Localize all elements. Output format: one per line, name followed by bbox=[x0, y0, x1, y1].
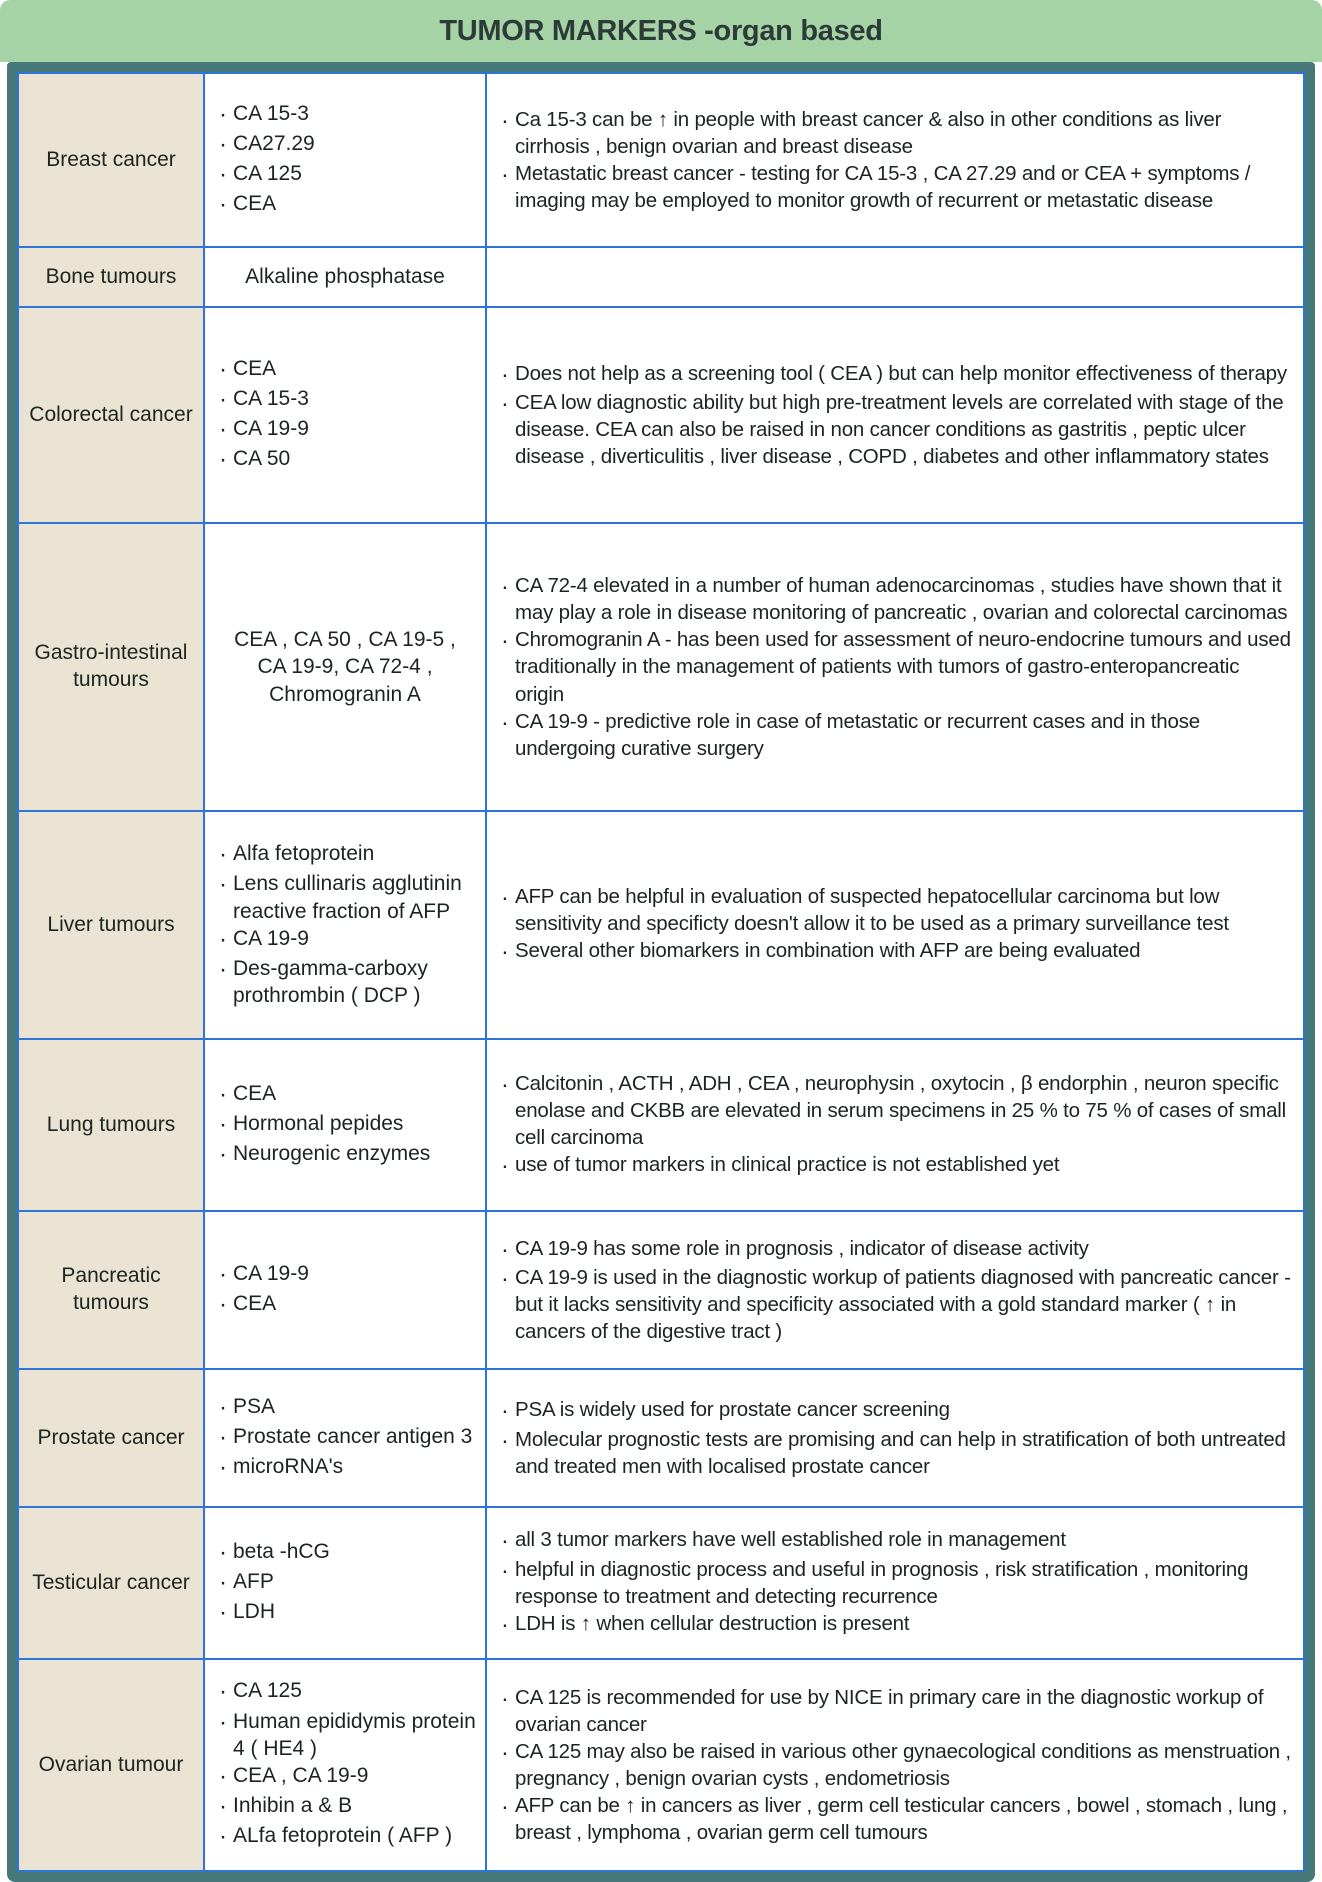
marker-item bbox=[219, 1677, 477, 1707]
note-item-text: helpful in diagnostic process and useful in prognosis , risk stratification , monitoring response to treatment and detecting recurrence bbox=[515, 1557, 1249, 1608]
bullet-dot-icon: · bbox=[219, 956, 228, 984]
markers-cell bbox=[205, 1040, 487, 1210]
note-item bbox=[501, 1235, 1291, 1264]
marker-item-text: microRNA's bbox=[233, 1455, 344, 1479]
marker-item-text: Des-gamma-carboxy prothrombin ( DCP ) bbox=[233, 957, 428, 1008]
organ-label: Gastro-intestinal tumours bbox=[34, 641, 188, 691]
note-item bbox=[501, 1556, 1291, 1610]
bullet-dot-icon: · bbox=[501, 884, 509, 911]
note-item bbox=[501, 1684, 1291, 1738]
marker-item bbox=[219, 840, 477, 870]
bullet-dot-icon: · bbox=[501, 1426, 509, 1453]
note-item-text: Molecular prognostic tests are promising and can help in stratification of both untreated and treated men with localised prostate cancer bbox=[515, 1427, 1286, 1478]
bullet-dot-icon: · bbox=[219, 130, 228, 158]
bullet-dot-icon: · bbox=[501, 161, 509, 187]
bullet-dot-icon: · bbox=[219, 1599, 228, 1627]
note-item-text: AFP can be ↑ in cancers as liver , germ cell testicular cancers , bowel , stomach , lung , breast , lymphoma , ovarian germ cell tumours bbox=[515, 1794, 1288, 1845]
marker-item bbox=[219, 1822, 477, 1852]
bullet-dot-icon: · bbox=[219, 1393, 228, 1421]
marker-item bbox=[219, 445, 477, 475]
bullet-dot-icon: · bbox=[219, 1678, 228, 1706]
bullet-dot-icon: · bbox=[501, 1611, 509, 1638]
bullet-dot-icon: · bbox=[219, 1423, 228, 1451]
markers-cell bbox=[205, 308, 487, 522]
bullet-dot-icon: · bbox=[501, 1793, 509, 1820]
marker-item bbox=[219, 1393, 477, 1423]
organ-cell bbox=[19, 524, 205, 810]
bullet-dot-icon: · bbox=[219, 1080, 228, 1108]
bullet-dot-icon: · bbox=[501, 627, 509, 654]
notes-cell bbox=[487, 248, 1303, 306]
notes-cell bbox=[487, 1370, 1303, 1506]
marker-item bbox=[219, 1290, 477, 1320]
note-item bbox=[501, 1526, 1291, 1555]
bullet-dot-icon: · bbox=[219, 926, 228, 953]
table-row bbox=[19, 1508, 1303, 1660]
note-item bbox=[501, 937, 1291, 966]
bullet-dot-icon: · bbox=[501, 360, 509, 387]
organ-cell bbox=[19, 1370, 205, 1506]
note-item bbox=[501, 1264, 1291, 1345]
marker-item-text: CA 19-9 bbox=[233, 417, 309, 440]
organ-cell bbox=[19, 1508, 205, 1658]
bullet-dot-icon: · bbox=[501, 106, 509, 133]
note-item-text: Chromogranin A - has been used for assessment of neuro-endocrine tumours and used traditionally in the management of patients with tumors of gastro-enteropancreatic origin bbox=[515, 628, 1291, 706]
markers-cell bbox=[205, 248, 487, 306]
table-row bbox=[19, 812, 1303, 1040]
bullet-dot-icon: · bbox=[219, 355, 228, 383]
table-row bbox=[19, 1212, 1303, 1370]
marker-item-text: Neurogenic enzymes bbox=[233, 1142, 431, 1166]
organ-label: Ovarian tumour bbox=[38, 1752, 184, 1776]
marker-item bbox=[219, 100, 477, 130]
marker-item bbox=[219, 130, 477, 160]
marker-item-text: AFP bbox=[233, 1569, 274, 1593]
marker-item-text: PSA bbox=[233, 1394, 276, 1418]
note-item-text: PSA is widely used for prostate cancer screening bbox=[515, 1398, 950, 1422]
bullet-dot-icon: · bbox=[501, 708, 509, 735]
notes-cell bbox=[487, 812, 1303, 1038]
organ-label: Pancreatic tumours bbox=[61, 1264, 161, 1314]
tumor-markers-table bbox=[17, 72, 1305, 1872]
marker-item bbox=[219, 1453, 477, 1483]
marker-item bbox=[219, 1792, 477, 1822]
note-item-text: CEA low diagnostic ability but high pre-treatment levels are correlated with stage of the disease. CEA can also be raised in non cancer conditions as gastritis , peptic ulcer disease , diverticulitis , liver disease , COPD , diabetes and other inflammatory states bbox=[515, 391, 1284, 469]
note-item bbox=[501, 1426, 1291, 1480]
markers-cell bbox=[205, 1370, 487, 1506]
bullet-dot-icon: · bbox=[501, 1151, 509, 1178]
marker-text: CEA , CA 50 , CA 19-5 , CA 19-9, CA 72-4 , Chromogranin A bbox=[234, 628, 456, 706]
note-item-text: CA 125 may also be raised in various other gynaecological conditions as menstruation , pregnancy , benign ovarian cysts , endometriosis bbox=[515, 1739, 1291, 1790]
markers-cell bbox=[205, 1508, 487, 1658]
marker-item bbox=[219, 160, 477, 190]
marker-item-text: CA 15-3 bbox=[233, 101, 309, 125]
marker-item bbox=[219, 190, 477, 220]
notes-cell bbox=[487, 74, 1303, 246]
notes-cell bbox=[487, 1040, 1303, 1210]
note-item bbox=[501, 1792, 1291, 1846]
markers-cell bbox=[205, 1212, 487, 1368]
marker-item bbox=[219, 955, 477, 1010]
marker-item bbox=[219, 415, 477, 445]
bullet-dot-icon: · bbox=[219, 1260, 228, 1288]
notes-cell bbox=[487, 1660, 1303, 1870]
table-row bbox=[19, 248, 1303, 308]
table-frame bbox=[7, 62, 1315, 1882]
note-item-text: CA 19-9 - predictive role in case of metastatic or recurrent cases and in those undergoing curative surgery bbox=[515, 709, 1200, 760]
table-row bbox=[19, 1040, 1303, 1212]
bullet-dot-icon: · bbox=[219, 1708, 228, 1736]
note-item bbox=[501, 389, 1291, 470]
marker-item-text: CEA bbox=[233, 1081, 277, 1105]
bullet-dot-icon: · bbox=[219, 161, 228, 188]
bullet-dot-icon: · bbox=[219, 446, 228, 474]
table-row bbox=[19, 308, 1303, 524]
note-item-text: LDH is ↑ when cellular destruction is present bbox=[515, 1612, 910, 1636]
marker-item-text: CEA bbox=[233, 192, 277, 216]
notes-cell bbox=[487, 1212, 1303, 1368]
note-item-text: CA 72-4 elevated in a number of human adenocarcinomas , studies have shown that it may play a role in disease monitoring of pancreatic , ovarian and colorectal carcinomas bbox=[515, 574, 1288, 625]
bullet-dot-icon: · bbox=[219, 385, 228, 413]
note-item bbox=[501, 1396, 1291, 1425]
note-item bbox=[501, 883, 1291, 937]
note-item-text: Does not help as a screening tool ( CEA ) but can help monitor effectiveness of therapy bbox=[515, 361, 1287, 385]
notes-cell bbox=[487, 1508, 1303, 1658]
marker-item bbox=[219, 1762, 477, 1792]
organ-cell bbox=[19, 812, 205, 1038]
bullet-dot-icon: · bbox=[219, 1454, 228, 1482]
bullet-dot-icon: · bbox=[501, 390, 509, 417]
note-item bbox=[501, 708, 1291, 762]
note-item bbox=[501, 360, 1291, 389]
bullet-dot-icon: · bbox=[501, 1265, 509, 1292]
note-item-text: CA 19-9 is used in the diagnostic workup of patients diagnosed with pancreatic cancer -but it lacks sensitivity and specificity associated with a gold standard marker ( ↑ in cancers of the digestive tract ) bbox=[515, 1266, 1291, 1344]
marker-item-text: CA27.29 bbox=[233, 131, 315, 155]
marker-item bbox=[219, 870, 477, 925]
bullet-dot-icon: · bbox=[501, 1684, 509, 1711]
marker-item bbox=[219, 1538, 477, 1568]
bullet-dot-icon: · bbox=[219, 1793, 228, 1821]
marker-item-text: CEA bbox=[233, 1292, 277, 1315]
marker-item-text: CA 15-3 bbox=[233, 386, 309, 410]
note-item-text: use of tumor markers in clinical practice is not established yet bbox=[515, 1152, 1060, 1176]
bullet-dot-icon: · bbox=[219, 1763, 228, 1791]
organ-cell bbox=[19, 1660, 205, 1870]
marker-item-text: CA 125 bbox=[233, 162, 302, 185]
table-row bbox=[19, 74, 1303, 248]
marker-item-text: beta -hCG bbox=[233, 1539, 330, 1563]
marker-item bbox=[219, 1423, 477, 1453]
bullet-dot-icon: · bbox=[501, 1738, 509, 1765]
table-row bbox=[19, 1660, 1303, 1870]
organ-cell bbox=[19, 1212, 205, 1368]
bullet-dot-icon: · bbox=[219, 1538, 228, 1566]
note-item bbox=[501, 160, 1291, 214]
bullet-dot-icon: · bbox=[219, 841, 228, 869]
note-item bbox=[501, 626, 1291, 707]
notes-cell bbox=[487, 308, 1303, 522]
bullet-dot-icon: · bbox=[219, 1141, 228, 1169]
organ-label: Prostate cancer bbox=[37, 1425, 185, 1449]
organ-cell bbox=[19, 74, 205, 246]
marker-item-text: ALfa fetoprotein ( AFP ) bbox=[233, 1824, 453, 1848]
markers-cell bbox=[205, 1660, 487, 1870]
marker-item-text: CEA bbox=[233, 356, 277, 380]
note-item bbox=[501, 1610, 1291, 1639]
organ-cell bbox=[19, 308, 205, 522]
note-item-text: all 3 tumor markers have well established role in management bbox=[515, 1528, 1066, 1552]
note-item-text: CA 125 is recommended for use by NICE in primary care in the diagnostic workup of ovarian cancer bbox=[515, 1685, 1264, 1736]
note-item bbox=[501, 1070, 1291, 1151]
note-item-text: Several other biomarkers in combination with AFP are being evaluated bbox=[515, 939, 1141, 963]
note-item-text: CA 19-9 has some role in prognosis , indicator of disease activity bbox=[515, 1236, 1089, 1260]
marker-item bbox=[219, 355, 477, 385]
marker-item-text: CA 50 bbox=[233, 447, 291, 471]
bullet-dot-icon: · bbox=[219, 100, 228, 128]
organ-cell bbox=[19, 1040, 205, 1210]
marker-item bbox=[219, 1598, 477, 1628]
note-item bbox=[501, 1151, 1291, 1180]
bullet-dot-icon: · bbox=[219, 1110, 228, 1138]
marker-item bbox=[219, 385, 477, 415]
organ-cell bbox=[19, 248, 205, 306]
note-item-text: AFP can be helpful in evaluation of suspected hepatocellular carcinoma but low sensitivity and specificty doesn't allow it to be used as a primary surveillance test bbox=[515, 885, 1229, 936]
note-item-text: Calcitonin , ACTH , ADH , CEA , neurophysin , oxytocin , β endorphin , neuron specific enolase and CKBB are elevated in serum specimens in 25 % to 75 % of cases of small cell carcinoma bbox=[515, 1071, 1286, 1149]
marker-item bbox=[219, 925, 477, 955]
bullet-dot-icon: · bbox=[219, 871, 228, 899]
marker-item-text: Prostate cancer antigen 3 bbox=[233, 1424, 473, 1448]
marker-item bbox=[219, 1080, 477, 1110]
table-row bbox=[19, 524, 1303, 812]
marker-item-text: LDH bbox=[233, 1600, 276, 1624]
marker-item bbox=[219, 1260, 477, 1290]
marker-item bbox=[219, 1568, 477, 1598]
notes-cell bbox=[487, 524, 1303, 810]
marker-item-text: Inhibin a & B bbox=[233, 1794, 353, 1818]
organ-label: Breast cancer bbox=[46, 147, 176, 171]
marker-item-text: Human epididymis protein 4 ( HE4 ) bbox=[233, 1709, 476, 1760]
note-item bbox=[501, 1738, 1291, 1792]
bullet-dot-icon: · bbox=[501, 1070, 509, 1097]
organ-label: Liver tumours bbox=[47, 912, 175, 936]
marker-item-text: Alfa fetoprotein bbox=[233, 842, 375, 866]
organ-label: Lung tumours bbox=[46, 1112, 176, 1136]
marker-item bbox=[219, 1110, 477, 1140]
organ-label: Colorectal cancer bbox=[29, 402, 193, 426]
marker-item bbox=[219, 1140, 477, 1170]
bullet-dot-icon: · bbox=[219, 1823, 228, 1851]
note-item bbox=[501, 106, 1291, 160]
markers-cell bbox=[205, 812, 487, 1038]
bullet-dot-icon: · bbox=[501, 1397, 509, 1424]
marker-item-text: CA 19-9 bbox=[233, 927, 309, 950]
marker-item-text: CA 125 bbox=[233, 1679, 302, 1703]
bullet-dot-icon: · bbox=[501, 938, 509, 965]
note-item-text: Metastatic breast cancer - testing for CA 15-3 , CA 27.29 and or CEA + symptoms / imaging may be employed to monitor growth of recurrent or metastatic disease bbox=[515, 162, 1251, 213]
marker-item bbox=[219, 1708, 477, 1763]
marker-item-text: CEA , CA 19-9 bbox=[233, 1764, 369, 1788]
marker-item-text: CA 19-9 bbox=[233, 1261, 309, 1285]
marker-item-text: Hormonal pepides bbox=[233, 1111, 404, 1135]
table-row bbox=[19, 1370, 1303, 1508]
note-item-text: Ca 15-3 can be ↑ in people with breast cancer & also in other conditions as liver cirrhosis , benign ovarian and breast disease bbox=[515, 107, 1222, 158]
page-title: TUMOR MARKERS -organ based bbox=[0, 0, 1322, 62]
bullet-dot-icon: · bbox=[219, 416, 228, 443]
markers-cell bbox=[205, 74, 487, 246]
marker-text: Alkaline phosphatase bbox=[245, 265, 445, 289]
marker-item-text: Lens cullinaris agglutinin reactive fraction of AFP bbox=[233, 872, 462, 923]
organ-label: Testicular cancer bbox=[32, 1570, 190, 1594]
bullet-dot-icon: · bbox=[501, 1235, 509, 1262]
bullet-dot-icon: · bbox=[219, 1568, 228, 1596]
bullet-dot-icon: · bbox=[219, 191, 228, 219]
note-item bbox=[501, 572, 1291, 626]
bullet-dot-icon: · bbox=[219, 1291, 228, 1318]
bullet-dot-icon: · bbox=[501, 1527, 509, 1554]
markers-cell bbox=[205, 524, 487, 810]
bullet-dot-icon: · bbox=[501, 1556, 509, 1583]
bullet-dot-icon: · bbox=[501, 573, 509, 600]
organ-label: Bone tumours bbox=[45, 264, 177, 288]
